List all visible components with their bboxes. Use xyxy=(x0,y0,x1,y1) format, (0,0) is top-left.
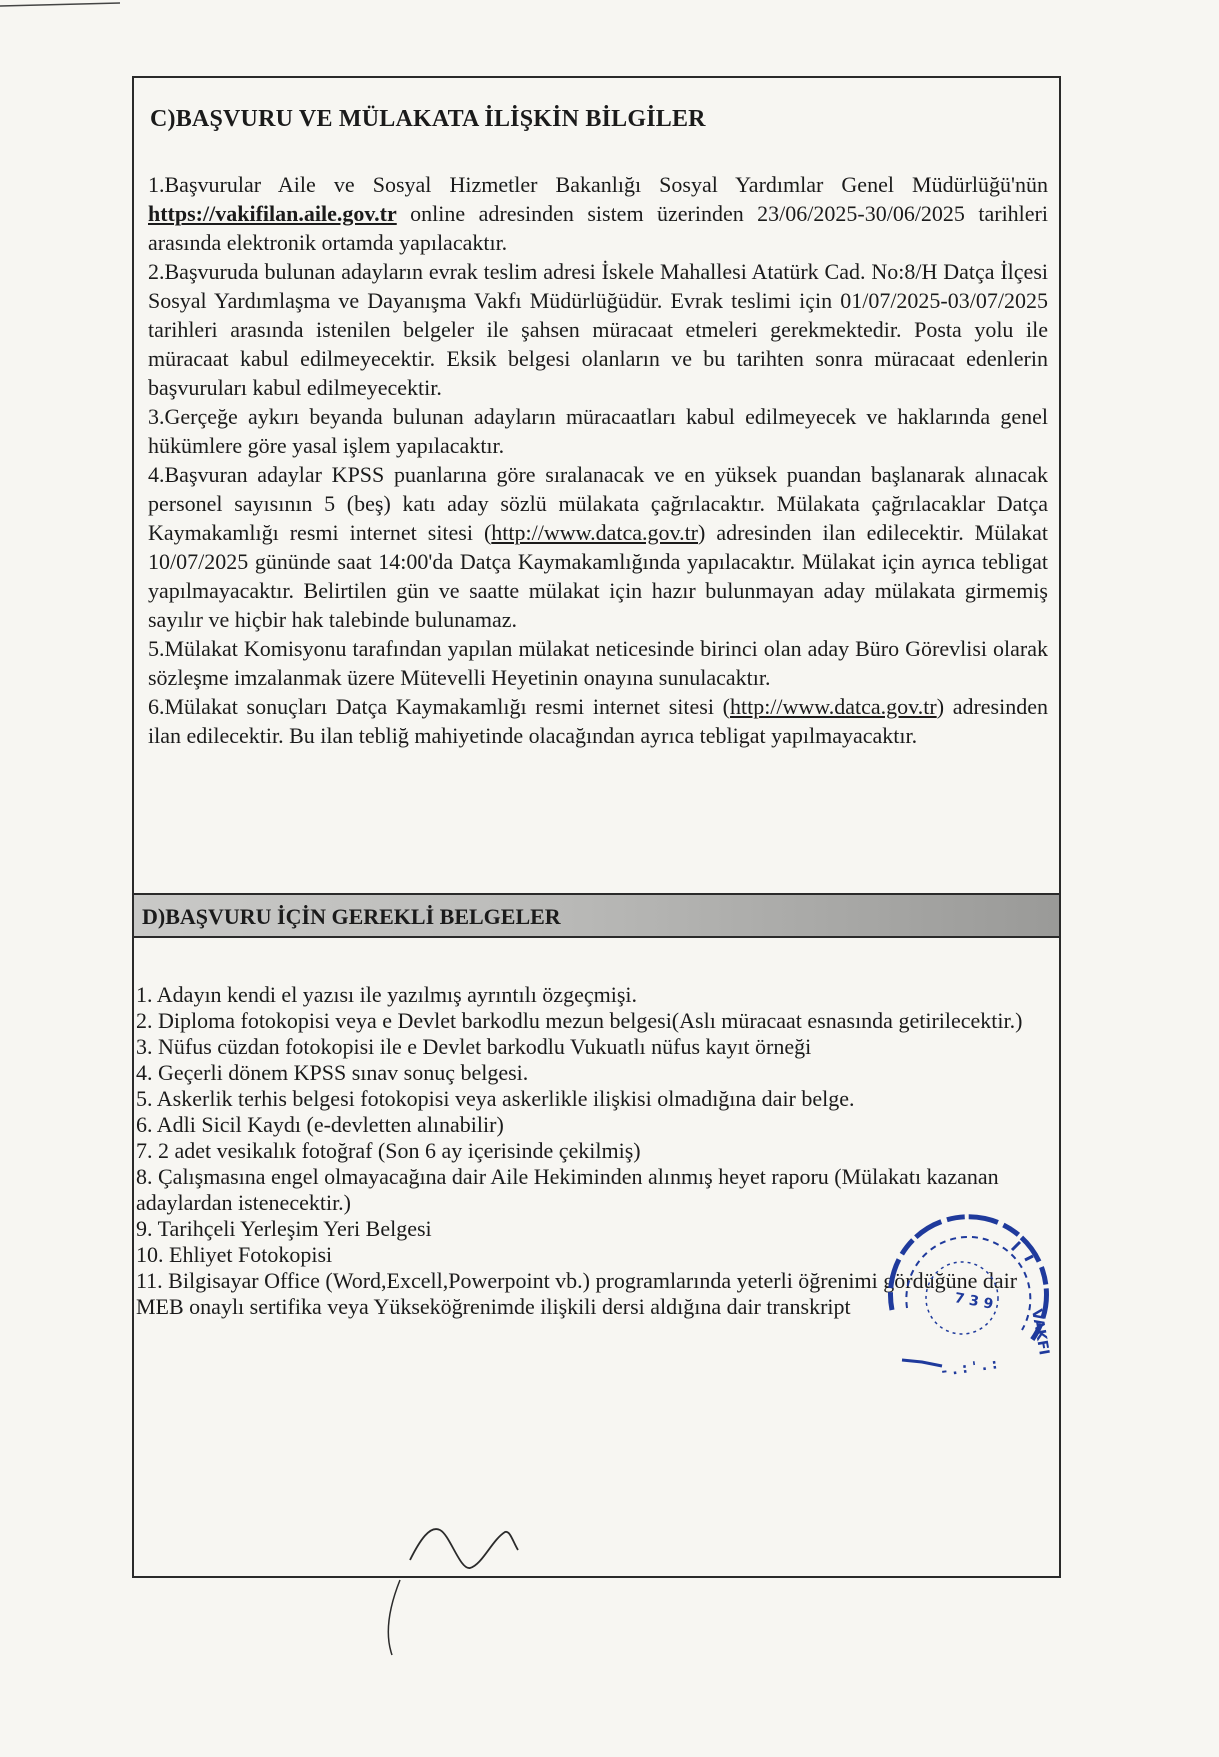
svg-text:- . : ' . :: - . : ' . : xyxy=(940,1356,999,1380)
section-c-item-4: 4.Başvuran adaylar KPSS puanlarına göre sıralanacak ve en yüksek puandan başlanarak alınacak personel sayısının 5 (beş) katı aday sözlü mülakata çağrılacaktır. Mülakata çağrılacaklar Datça Kaymakamlığı resmi internet sitesi (http://www.datca.gov.tr) adresinden ilan edilecektir. Mülakat 10/07/2025 gününde saat 14:00'da Datça Kaymakamlığında yapılacaktır. Mülakat için ayrıca tebligat yapılmayacaktır. Belirtilen gün ve saatte mülakat için hazır bulunmayan aday mülakata girmemiş sayılır ve hiçbir hak talebinde bulunamaz. xyxy=(148,462,1048,632)
list-item: 5. Askerlik terhis belgesi fotokopisi veya askerlikle ilişkisi olmadığına dair belge. xyxy=(136,1086,855,1111)
section-c-title: C)BAŞVURU VE MÜLAKATA İLİŞKİN BİLGİLER xyxy=(150,106,706,132)
datca-link[interactable]: http://www.datca.gov.tr xyxy=(491,520,699,545)
list-item: 6. Adli Sicil Kaydı (e-devletten alınabilir) xyxy=(136,1112,504,1137)
signature-icon xyxy=(370,1520,550,1660)
list-item: 4. Geçerli dönem KPSS sınav sonuç belgesi. xyxy=(136,1060,529,1085)
section-d-header xyxy=(134,895,1059,938)
vakifilan-link[interactable]: https://vakifilan.aile.gov.tr xyxy=(148,201,397,226)
list-item: 9. Tarihçeli Yerleşim Yeri Belgesi xyxy=(136,1216,432,1241)
list-item: 10. Ehliyet Fotokopisi xyxy=(136,1242,333,1267)
section-c-item-2: 2.Başvuruda bulunan adayların evrak teslim adresi İskele Mahallesi Atatürk Cad. No:8/H Datça İlçesi Sosyal Yardımlaşma ve Dayanışma Vakfı Müdürlüğüdür. Evrak teslimi için 01/07/2025-03/07/2025 tarihleri arasında istenilen belgeler ile şahsen müracaat etmeleri gerekmektedir. Posta yolu ile müracaat kabul edilmeyecektir. Eksik belgesi olanların ve bu tarihten sonra müracaat edenlerin başvuruları kabul edilmeyecektir. xyxy=(148,259,1048,400)
section-c-item-6: 6.Mülakat sonuçları Datça Kaymakamlığı resmi internet sitesi (http://www.datca.gov.tr) adresinden ilan edilecektir. Bu ilan tebliğ mahiyetinde olacağından ayrıca tebligat yapılmayacaktır. xyxy=(148,694,1048,748)
page-corner-mark xyxy=(0,0,120,10)
section-d-title: D)BAŞVURU İÇİN GEREKLİ BELGELER xyxy=(142,904,561,929)
section-c-item-1: 1.Başvurular Aile ve Sosyal Hizmetler Bakanlığı Sosyal Yardımlar Genel Müdürlüğü'nün https://vakifilan.aile.gov.tr online adresinden sistem üzerinden 23/06/2025-30/06/2025 tarihleri arasında elektronik ortamda yapılacaktır. xyxy=(148,172,1048,255)
svg-text:7 3 9: 7 3 9 xyxy=(953,1290,995,1313)
list-item: 7. 2 adet vesikalık fotoğraf (Son 6 ay içerisinde çekilmiş) xyxy=(136,1138,641,1163)
list-item: 3. Nüfus cüzdan fotokopisi ile e Devlet barkodlu Vukuatlı nüfus kayıt örneği xyxy=(136,1034,812,1059)
section-c-body xyxy=(148,170,1048,750)
svg-text:VAKFI: VAKFI xyxy=(1028,1307,1052,1357)
section-c-item-3: 3.Gerçeğe aykırı beyanda bulunan adayların müracaatları kabul edilmeyecek ve haklarında genel hükümlere göre yasal işlem yapılacaktır. xyxy=(148,404,1048,458)
list-item: 11. Bilgisayar Office (Word,Excell,Powerpoint vb.) programlarında yeterli öğrenimi gördüğüne dair MEB onaylı sertifika veya Yükseköğrenimde ilişkili dersi aldığına dair transkript xyxy=(136,1268,1018,1319)
datca-link[interactable]: http://www.datca.gov.tr xyxy=(729,694,937,719)
section-c-item-5: 5.Mülakat Komisyonu tarafından yapılan mülakat neticesinde birinci olan aday Büro Görevlisi olarak sözleşme imzalanmak üzere Mütevelli Heyetinin onayına sunulacaktır. xyxy=(148,636,1048,690)
list-item: 2. Diploma fotokopisi veya e Devlet barkodlu mezun belgesi(Aslı müracaat esnasında getirilecektir.) xyxy=(136,1008,1023,1033)
list-item: 8. Çalışmasına engel olmayacağına dair Aile Hekiminden alınmış heyet raporu (Mülakatı kazanan adaylardan istenecektir.) xyxy=(136,1164,999,1215)
list-item: 1. Adayın kendi el yazısı ile yazılmış ayrıntılı özgeçmişi. xyxy=(136,982,637,1007)
official-stamp-icon xyxy=(862,1190,1062,1390)
